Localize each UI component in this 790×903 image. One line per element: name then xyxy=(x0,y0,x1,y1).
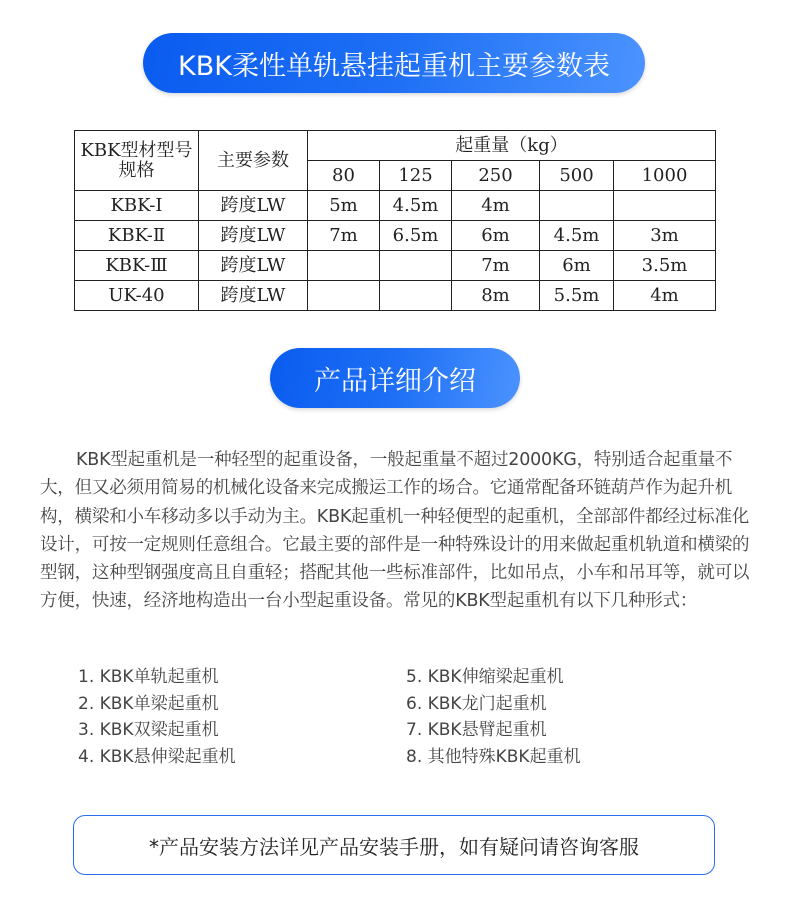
intro-paragraph: KBK型起重机是一种轻型的起重设备，一般起重量不超过2000KG，特别适合起重量不大，但又必须用简易的机械化设备来完成搬运工作的场合。它通常配备环链葫芦作为起升机构，横梁和小车移动多以手动为主。KBK起重机一种轻便型的起重机，全部部件都经过标准化设计，可按一定规则任意组合。它最主要的部件是一种特殊设计的用来做起重机轨道和横梁的型钢，这种型钢强度高且自重轻；搭配其他一些标准部件，比如吊点，小车和吊耳等，就可以方便，快速，经济地构造出一台小型起重设备。常见的KBK型起重机有以下几种形式： xyxy=(40,450,750,612)
type-list-right xyxy=(406,664,581,770)
type-list-item: 4. KBK悬伸梁起重机 xyxy=(78,746,236,767)
type-list-left xyxy=(78,664,236,770)
model-cell: KBK-Ⅱ xyxy=(75,221,199,251)
type-list-item: 8. 其他特殊KBK起重机 xyxy=(406,746,581,767)
span-cell: 4m xyxy=(614,281,716,311)
span-cell xyxy=(380,281,452,311)
param-cell: 跨度LW xyxy=(199,251,308,281)
table-row xyxy=(75,281,716,311)
param-cell: 跨度LW xyxy=(199,221,308,251)
header-param: 主要参数 xyxy=(199,131,308,191)
param-cell: 跨度LW xyxy=(199,191,308,221)
header-model: KBK型材型号规格 xyxy=(75,131,199,191)
span-cell: 4.5m xyxy=(380,191,452,221)
span-cell: 6m xyxy=(452,221,540,251)
span-cell: 4m xyxy=(452,191,540,221)
span-cell xyxy=(380,251,452,281)
load-header: 1000 xyxy=(614,161,716,191)
param-cell: 跨度LW xyxy=(199,281,308,311)
span-cell: 5m xyxy=(308,191,380,221)
type-list-item: 6. KBK龙门起重机 xyxy=(406,693,547,714)
load-header: 250 xyxy=(452,161,540,191)
header-load: 起重量（kg） xyxy=(308,131,716,161)
table-title: KBK柔性单轨悬挂起重机主要参数表 xyxy=(178,50,610,82)
type-list-item: 5. KBK伸缩梁起重机 xyxy=(406,667,564,687)
span-cell: 7m xyxy=(308,221,380,251)
install-note: *产品安装方法详见产品安装手册，如有疑问请咨询客服 xyxy=(149,834,639,859)
span-cell: 3m xyxy=(614,221,716,251)
span-cell xyxy=(540,191,614,221)
load-header: 500 xyxy=(540,161,614,191)
span-cell xyxy=(308,251,380,281)
model-cell: KBK-Ⅲ xyxy=(75,251,199,281)
table-row xyxy=(75,221,716,251)
table-title-banner xyxy=(143,33,645,93)
parameter-table xyxy=(74,130,716,311)
model-cell: UK-40 xyxy=(75,281,199,311)
span-cell: 7m xyxy=(452,251,540,281)
span-cell xyxy=(308,281,380,311)
load-header: 125 xyxy=(380,161,452,191)
table-row xyxy=(75,191,716,221)
span-cell: 6.5m xyxy=(380,221,452,251)
span-cell: 3.5m xyxy=(614,251,716,281)
type-list-item: 3. KBK双梁起重机 xyxy=(78,720,219,740)
span-cell: 5.5m xyxy=(540,281,614,311)
section-title: 产品详细介绍 xyxy=(314,365,476,397)
span-cell xyxy=(614,191,716,221)
span-cell: 4.5m xyxy=(540,221,614,251)
model-cell: KBK-Ⅰ xyxy=(75,191,199,221)
type-list-item: 7. KBK悬臂起重机 xyxy=(406,720,547,740)
type-list-item: 1. KBK单轨起重机 xyxy=(78,667,219,687)
span-cell: 8m xyxy=(452,281,540,311)
table-row xyxy=(75,251,716,281)
section-title-banner xyxy=(270,348,520,408)
install-note-box xyxy=(73,815,715,875)
type-list-item: 2. KBK单梁起重机 xyxy=(78,693,219,714)
span-cell: 6m xyxy=(540,251,614,281)
load-header: 80 xyxy=(308,161,380,191)
